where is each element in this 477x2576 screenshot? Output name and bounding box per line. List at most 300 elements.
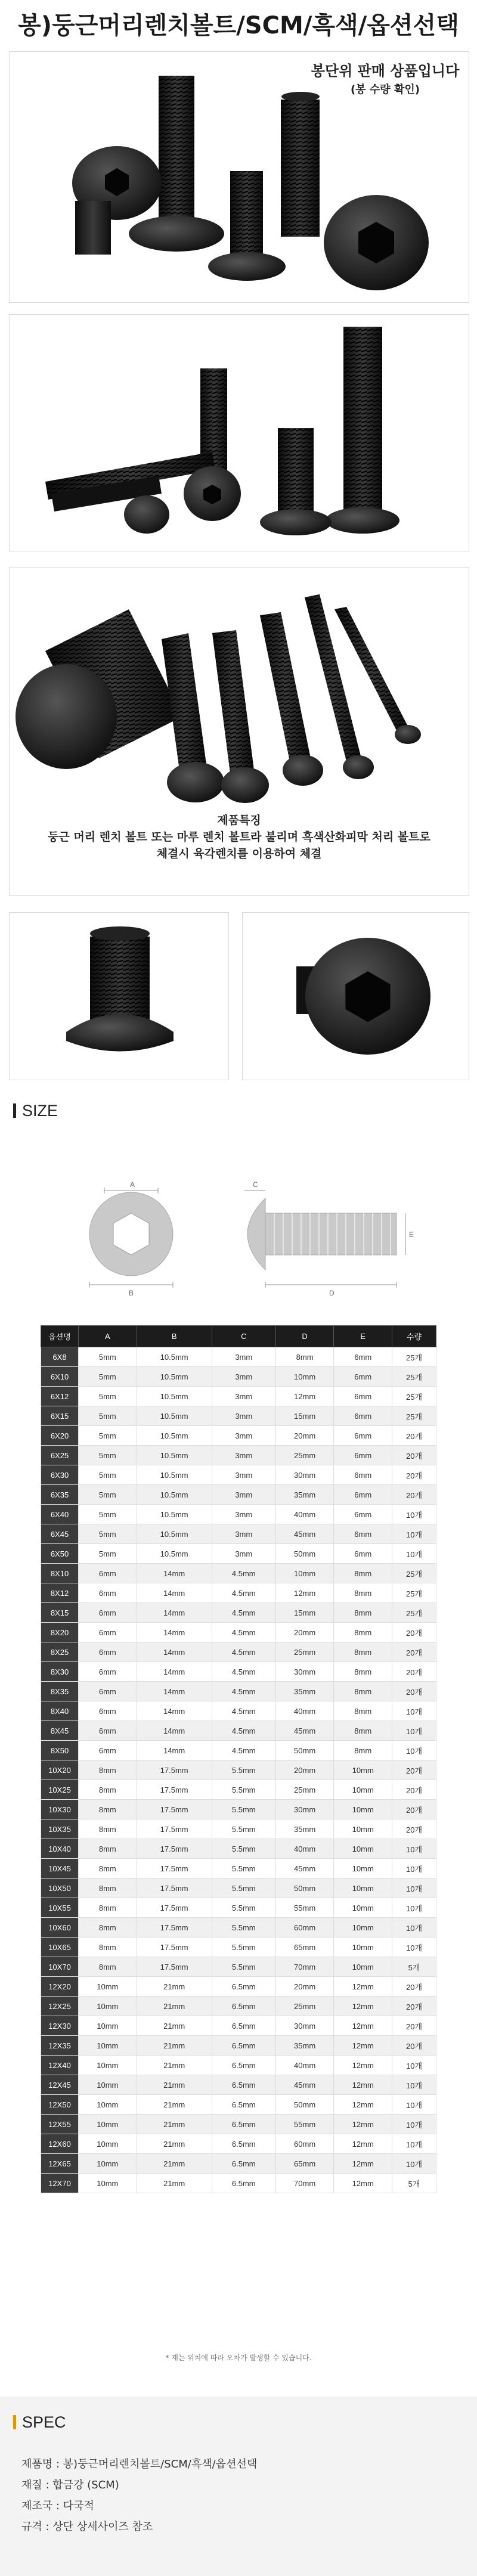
table-cell: 10.5mm [137, 1446, 212, 1465]
table-cell: 12mm [275, 1583, 334, 1603]
table-cell: 3mm [212, 1367, 275, 1387]
spec-line-product-name: 제품명 : 봉)둥근머리렌치볼트/SCM/흑색/옵션선택 [21, 2458, 258, 2470]
table-cell: 14mm [137, 1701, 212, 1721]
table-row [41, 1426, 436, 1446]
table-cell: 20개 [392, 2016, 436, 2036]
table-cell: 5.5mm [212, 1878, 275, 1898]
spec-section [0, 2397, 477, 2576]
table-cell: 21mm [137, 2056, 212, 2075]
table-cell: 50mm [275, 1878, 334, 1898]
table-cell: 4.5mm [212, 1603, 275, 1623]
table-cell: 10.5mm [137, 1406, 212, 1426]
spec-lines [21, 2454, 257, 2537]
option-name-cell: 10X55 [41, 1898, 79, 1918]
table-row [41, 1603, 436, 1623]
table-cell: 10mm [334, 1780, 392, 1800]
table-cell: 50mm [275, 2095, 334, 2115]
spec-line-origin: 제조국 : 다국적 [21, 2500, 94, 2512]
table-cell: 8mm [334, 1682, 392, 1701]
table-cell: 10개 [392, 1721, 436, 1741]
option-name-cell: 6X10 [41, 1367, 79, 1387]
table-cell: 10개 [392, 1505, 436, 1524]
table-cell: 10개 [392, 1859, 436, 1878]
option-name-cell: 6X12 [41, 1387, 79, 1406]
table-row [41, 1485, 436, 1505]
table-cell: 6.5mm [212, 2095, 275, 2115]
table-cell: 50mm [275, 1544, 334, 1564]
table-cell: 17.5mm [137, 1819, 212, 1839]
option-name-cell: 6X45 [41, 1524, 79, 1544]
table-cell: 55mm [275, 2115, 334, 2134]
table-cell: 10mm [79, 2095, 137, 2115]
table-cell: 14mm [137, 1721, 212, 1741]
option-name-cell: 6X15 [41, 1406, 79, 1426]
notice-line-2: (봉 수량 확인) [351, 83, 420, 96]
table-cell: 14mm [137, 1682, 212, 1701]
label-e: E [409, 1230, 414, 1239]
spec-line-size: 규격 : 상단 상세사이즈 참조 [21, 2521, 153, 2533]
table-row [41, 1878, 436, 1898]
table-cell: 10.5mm [137, 1347, 212, 1367]
table-cell: 21mm [137, 2016, 212, 2036]
table-cell: 10.5mm [137, 1505, 212, 1524]
option-name-cell: 6X50 [41, 1544, 79, 1564]
table-cell: 40mm [275, 1839, 334, 1859]
table-cell: 8mm [275, 1347, 334, 1367]
table-row [41, 1938, 436, 1957]
caption-line-2: 둥근 머리 렌치 볼트 또는 마루 렌치 볼트라 불리며 흑색산화피막 처리 볼트로 [48, 830, 430, 844]
table-cell: 6mm [79, 1662, 137, 1682]
spec-line-material: 재질 : 합금강 (SCM) [21, 2479, 119, 2491]
table-cell: 20개 [392, 1682, 436, 1701]
table-cell: 10mm [79, 2036, 137, 2056]
table-cell: 12mm [334, 2154, 392, 2174]
table-cell: 65mm [275, 1938, 334, 1957]
table-cell: 5mm [79, 1505, 137, 1524]
table-row [41, 1898, 436, 1918]
table-cell: 10mm [79, 2134, 137, 2154]
table-cell: 10개 [392, 1544, 436, 1564]
label-c: C [253, 1180, 258, 1189]
table-row [41, 1682, 436, 1701]
heading-bar-icon [13, 2415, 16, 2429]
table-cell: 6.5mm [212, 2115, 275, 2134]
table-row [41, 1741, 436, 1760]
table-row [41, 1524, 436, 1544]
table-cell: 25개 [392, 1387, 436, 1406]
table-row [41, 1623, 436, 1642]
table-cell: 6.5mm [212, 2174, 275, 2193]
table-row [41, 1760, 436, 1780]
table-cell: 8mm [334, 1741, 392, 1760]
table-cell: 8mm [79, 1898, 137, 1918]
table-row [41, 1957, 436, 1977]
table-cell: 60mm [275, 2134, 334, 2154]
table-cell: 14mm [137, 1603, 212, 1623]
option-name-cell: 8X20 [41, 1623, 79, 1642]
product-photo-closeup-head [242, 912, 469, 1080]
table-row [41, 1367, 436, 1387]
table-cell: 21mm [137, 2154, 212, 2174]
table-row [41, 1406, 436, 1426]
size-table-header-cell: C [212, 1326, 275, 1347]
table-cell: 45mm [275, 1859, 334, 1878]
option-name-cell: 8X35 [41, 1682, 79, 1701]
option-name-cell: 12X30 [41, 2016, 79, 2036]
table-cell: 10개 [392, 2134, 436, 2154]
table-cell: 25개 [392, 1347, 436, 1367]
table-cell: 12mm [334, 1977, 392, 1997]
table-cell: 5.5mm [212, 1819, 275, 1839]
table-cell: 20개 [392, 1977, 436, 1997]
option-name-cell: 10X50 [41, 1878, 79, 1898]
option-name-cell: 8X50 [41, 1741, 79, 1760]
table-cell: 12mm [334, 2016, 392, 2036]
table-cell: 10mm [334, 1800, 392, 1819]
table-cell: 55mm [275, 1898, 334, 1918]
table-cell: 14mm [137, 1642, 212, 1662]
table-cell: 6.5mm [212, 2075, 275, 2095]
table-cell: 5.5mm [212, 1918, 275, 1938]
size-table-header-cell: 수량 [392, 1326, 436, 1347]
table-cell: 6mm [79, 1623, 137, 1642]
table-cell: 6mm [334, 1387, 392, 1406]
option-name-cell: 10X45 [41, 1859, 79, 1878]
table-cell: 5.5mm [212, 1859, 275, 1878]
option-name-cell: 12X55 [41, 2115, 79, 2134]
table-row [41, 1859, 436, 1878]
table-row [41, 1662, 436, 1682]
table-cell: 35mm [275, 1819, 334, 1839]
size-table-header-cell: B [137, 1326, 212, 1347]
table-row [41, 1465, 436, 1485]
table-cell: 10개 [392, 1878, 436, 1898]
table-cell: 25mm [275, 1446, 334, 1465]
table-row [41, 1819, 436, 1839]
page-title: 봉)둥근머리렌치볼트/SCM/흑색/옵션선택 [18, 12, 459, 39]
table-row [41, 1780, 436, 1800]
table-cell: 4.5mm [212, 1564, 275, 1583]
table-cell: 20mm [275, 1760, 334, 1780]
table-cell: 5.5mm [212, 1839, 275, 1859]
table-cell: 20개 [392, 1485, 436, 1505]
table-row [41, 2134, 436, 2154]
table-cell: 5.5mm [212, 1898, 275, 1918]
table-cell: 6mm [334, 1406, 392, 1426]
table-cell: 25개 [392, 1583, 436, 1603]
table-cell: 10mm [275, 1367, 334, 1387]
table-cell: 14mm [137, 1741, 212, 1760]
table-cell: 12mm [334, 2095, 392, 2115]
table-cell: 8mm [79, 1878, 137, 1898]
table-cell: 10mm [79, 1977, 137, 1997]
table-cell: 3mm [212, 1505, 275, 1524]
spec-heading-text: SPEC [22, 2413, 66, 2431]
table-cell: 6.5mm [212, 2036, 275, 2056]
table-cell: 21mm [137, 2036, 212, 2056]
table-cell: 10개 [392, 2056, 436, 2075]
option-name-cell: 10X35 [41, 1819, 79, 1839]
table-cell: 6mm [79, 1741, 137, 1760]
table-cell: 3mm [212, 1524, 275, 1544]
table-cell: 5mm [79, 1426, 137, 1446]
table-cell: 21mm [137, 1997, 212, 2016]
table-cell: 17.5mm [137, 1780, 212, 1800]
table-row [41, 1800, 436, 1819]
table-cell: 10개 [392, 2075, 436, 2095]
table-cell: 20개 [392, 1780, 436, 1800]
table-cell: 25mm [275, 1997, 334, 2016]
table-cell: 6.5mm [212, 2134, 275, 2154]
table-cell: 6mm [334, 1544, 392, 1564]
table-cell: 6.5mm [212, 2056, 275, 2075]
table-cell: 45mm [275, 1721, 334, 1741]
table-cell: 6mm [79, 1564, 137, 1583]
table-cell: 17.5mm [137, 1957, 212, 1977]
table-cell: 5개 [392, 1957, 436, 1977]
table-cell: 12mm [334, 2174, 392, 2193]
table-cell: 3mm [212, 1387, 275, 1406]
option-name-cell: 8X30 [41, 1662, 79, 1682]
table-cell: 70mm [275, 1957, 334, 1977]
table-cell: 8mm [79, 1819, 137, 1839]
label-d: D [329, 1289, 334, 1297]
table-cell: 20개 [392, 1623, 436, 1642]
bolt-closeup-side [10, 913, 228, 1080]
size-table-header-cell: A [79, 1326, 137, 1347]
table-cell: 8mm [334, 1721, 392, 1741]
table-cell: 12mm [275, 1387, 334, 1406]
table-cell: 10.5mm [137, 1465, 212, 1485]
table-cell: 14mm [137, 1583, 212, 1603]
table-cell: 20개 [392, 1446, 436, 1465]
table-cell: 14mm [137, 1564, 212, 1583]
table-cell: 6mm [79, 1583, 137, 1603]
table-cell: 5.5mm [212, 1780, 275, 1800]
table-cell: 10개 [392, 1918, 436, 1938]
table-cell: 21mm [137, 1977, 212, 1997]
table-cell: 20mm [275, 1977, 334, 1997]
table-row [41, 1642, 436, 1662]
table-cell: 5mm [79, 1367, 137, 1387]
option-name-cell: 8X15 [41, 1603, 79, 1623]
option-name-cell: 6X20 [41, 1426, 79, 1446]
table-cell: 3mm [212, 1426, 275, 1446]
table-cell: 4.5mm [212, 1721, 275, 1741]
table-cell: 3mm [212, 1544, 275, 1564]
table-cell: 10mm [334, 1938, 392, 1957]
table-cell: 6.5mm [212, 1997, 275, 2016]
table-cell: 5.5mm [212, 1957, 275, 1977]
table-cell: 6mm [334, 1524, 392, 1544]
table-cell: 6mm [334, 1465, 392, 1485]
table-cell: 5.5mm [212, 1760, 275, 1780]
table-cell: 8mm [334, 1603, 392, 1623]
spec-section-heading [13, 2413, 66, 2432]
table-cell: 10mm [79, 2056, 137, 2075]
table-cell: 12mm [334, 2075, 392, 2095]
table-cell: 17.5mm [137, 1859, 212, 1878]
table-cell: 21mm [137, 2075, 212, 2095]
table-cell: 20개 [392, 1800, 436, 1819]
table-row [41, 2036, 436, 2056]
table-cell: 10mm [334, 1957, 392, 1977]
table-cell: 10mm [79, 2016, 137, 2036]
table-cell: 10mm [79, 2115, 137, 2134]
table-cell: 8mm [79, 1918, 137, 1938]
label-a: A [130, 1180, 135, 1189]
table-row [41, 1347, 436, 1367]
table-cell: 12mm [334, 2134, 392, 2154]
table-cell: 8mm [79, 1938, 137, 1957]
table-cell: 6mm [334, 1485, 392, 1505]
option-name-cell: 12X40 [41, 2056, 79, 2075]
table-cell: 20mm [275, 1426, 334, 1446]
table-cell: 10mm [79, 2075, 137, 2095]
table-cell: 17.5mm [137, 1839, 212, 1859]
table-row [41, 1721, 436, 1741]
table-cell: 10mm [334, 1819, 392, 1839]
table-cell: 25개 [392, 1367, 436, 1387]
table-cell: 8mm [334, 1623, 392, 1642]
table-cell: 5mm [79, 1544, 137, 1564]
table-cell: 4.5mm [212, 1583, 275, 1603]
table-cell: 6mm [79, 1642, 137, 1662]
table-cell: 4.5mm [212, 1662, 275, 1682]
table-cell: 8mm [79, 1957, 137, 1977]
table-cell: 8mm [79, 1839, 137, 1859]
table-row [41, 1701, 436, 1721]
table-cell: 12mm [334, 2056, 392, 2075]
table-cell: 8mm [79, 1780, 137, 1800]
table-cell: 17.5mm [137, 1800, 212, 1819]
table-cell: 10mm [334, 1878, 392, 1898]
table-row [41, 2016, 436, 2036]
table-cell: 8mm [334, 1701, 392, 1721]
option-name-cell: 10X60 [41, 1918, 79, 1938]
table-cell: 5개 [392, 2174, 436, 2193]
option-name-cell: 10X25 [41, 1780, 79, 1800]
size-heading-text: SIZE [22, 1102, 58, 1120]
table-row [41, 1583, 436, 1603]
table-cell: 3mm [212, 1465, 275, 1485]
table-cell: 5.5mm [212, 1800, 275, 1819]
table-row [41, 1839, 436, 1859]
table-row [41, 1544, 436, 1564]
heading-bar-icon [13, 1103, 16, 1118]
option-name-cell: 12X20 [41, 1977, 79, 1997]
table-cell: 12mm [334, 1997, 392, 2016]
table-cell: 30mm [275, 1465, 334, 1485]
option-name-cell: 12X65 [41, 2154, 79, 2174]
table-row [41, 2115, 436, 2134]
table-cell: 25mm [275, 1780, 334, 1800]
product-photo-row [9, 567, 469, 896]
table-cell: 10.5mm [137, 1387, 212, 1406]
table-cell: 5mm [79, 1406, 137, 1426]
table-row [41, 1997, 436, 2016]
table-cell: 30mm [275, 2016, 334, 2036]
table-cell: 10mm [79, 2154, 137, 2174]
table-cell: 21mm [137, 2174, 212, 2193]
table-cell: 8mm [334, 1583, 392, 1603]
table-cell: 20개 [392, 1662, 436, 1682]
table-cell: 17.5mm [137, 1938, 212, 1957]
table-cell: 4.5mm [212, 1642, 275, 1662]
table-cell: 10.5mm [137, 1426, 212, 1446]
option-name-cell: 8X10 [41, 1564, 79, 1583]
table-cell: 3mm [212, 1347, 275, 1367]
table-cell: 10개 [392, 2095, 436, 2115]
size-table-header-cell: E [334, 1326, 392, 1347]
option-name-cell: 8X12 [41, 1583, 79, 1603]
table-cell: 10mm [334, 1839, 392, 1859]
table-cell: 3mm [212, 1406, 275, 1426]
table-row [41, 1505, 436, 1524]
option-name-cell: 10X20 [41, 1760, 79, 1780]
table-cell: 30mm [275, 1662, 334, 1682]
table-cell: 6mm [79, 1603, 137, 1623]
table-cell: 6mm [334, 1505, 392, 1524]
table-cell: 10.5mm [137, 1485, 212, 1505]
option-name-cell: 8X25 [41, 1642, 79, 1662]
table-cell: 12mm [334, 2036, 392, 2056]
size-table-header [41, 1326, 436, 1347]
table-cell: 50mm [275, 1741, 334, 1760]
table-cell: 8mm [334, 1564, 392, 1583]
table-row [41, 2154, 436, 2174]
table-cell: 40mm [275, 1701, 334, 1721]
table-cell: 8mm [334, 1662, 392, 1682]
table-cell: 10mm [334, 1898, 392, 1918]
table-cell: 10mm [334, 1859, 392, 1878]
option-name-cell: 6X40 [41, 1505, 79, 1524]
table-row [41, 2075, 436, 2095]
table-cell: 35mm [275, 1485, 334, 1505]
table-cell: 35mm [275, 2036, 334, 2056]
table-cell: 5.5mm [212, 1938, 275, 1957]
table-row [41, 2174, 436, 2193]
table-row [41, 1387, 436, 1406]
table-cell: 6.5mm [212, 2016, 275, 2036]
table-cell: 6.5mm [212, 2154, 275, 2174]
table-cell: 10개 [392, 2115, 436, 2134]
size-section-heading [13, 1102, 58, 1120]
table-cell: 10mm [79, 1997, 137, 2016]
product-photo-closeup-side [9, 912, 229, 1080]
table-cell: 14mm [137, 1623, 212, 1642]
option-name-cell: 8X45 [41, 1721, 79, 1741]
table-cell: 8mm [334, 1642, 392, 1662]
option-name-cell: 12X70 [41, 2174, 79, 2193]
table-cell: 10mm [275, 1564, 334, 1583]
option-name-cell: 6X35 [41, 1485, 79, 1505]
table-cell: 3mm [212, 1485, 275, 1505]
table-cell: 6mm [79, 1701, 137, 1721]
table-cell: 8mm [79, 1800, 137, 1819]
table-cell: 30mm [275, 1800, 334, 1819]
option-name-cell: 10X40 [41, 1839, 79, 1859]
table-cell: 17.5mm [137, 1918, 212, 1938]
table-cell: 45mm [275, 2075, 334, 2095]
table-cell: 6.5mm [212, 1977, 275, 1997]
table-cell: 21mm [137, 2134, 212, 2154]
table-cell: 10개 [392, 1524, 436, 1544]
table-cell: 14mm [137, 1662, 212, 1682]
table-cell: 6mm [79, 1682, 137, 1701]
table-cell: 10개 [392, 2154, 436, 2174]
notice-line-1: 봉단위 판매 상품입니다 [311, 63, 460, 79]
